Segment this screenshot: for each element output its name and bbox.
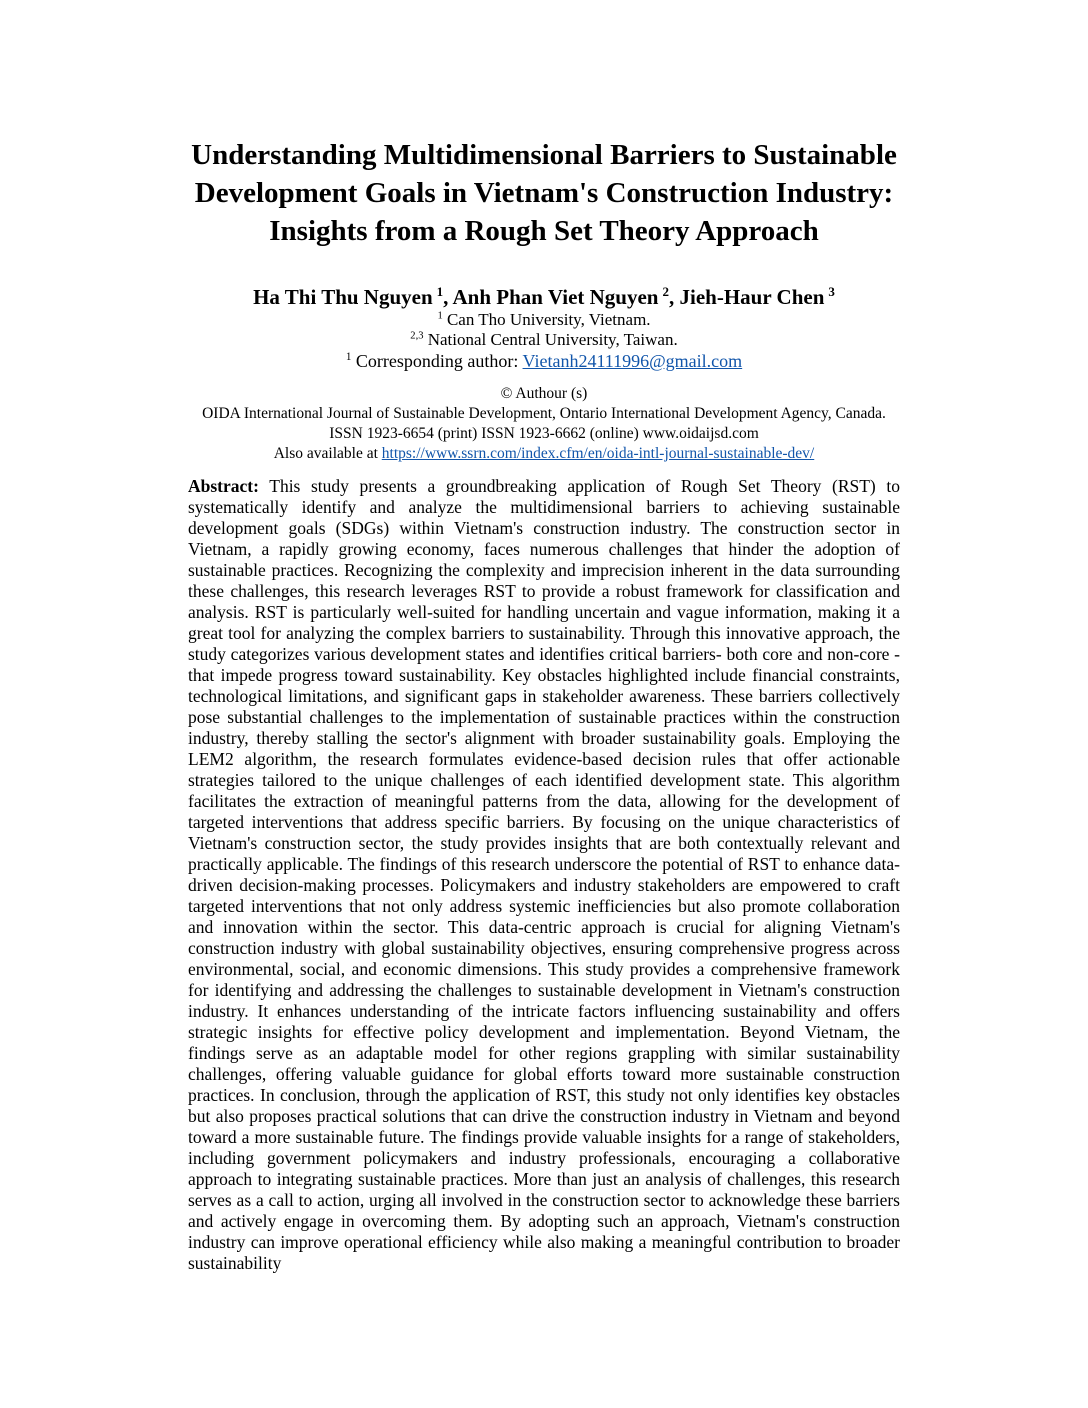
affiliation-1-sup: 1 xyxy=(437,310,443,322)
affiliations-block xyxy=(0,310,1088,372)
affiliation-1-text: Can Tho University, Vietnam. xyxy=(442,310,651,329)
title-line-1: Understanding Multidimensional Barriers to Sustainable xyxy=(191,139,897,171)
corresponding-sup: 1 xyxy=(345,351,352,363)
title-line-3: Insights from a Rough Set Theory Approach xyxy=(269,215,819,247)
author-name-2 xyxy=(453,285,680,309)
author-separator-2: , xyxy=(669,285,680,309)
availability-prefix: Also available at xyxy=(273,445,382,462)
corresponding-email-link[interactable]: Vietanh24111996@gmail.com xyxy=(522,351,743,371)
availability-line xyxy=(0,444,1088,464)
affiliation-2-sup: 2,3 xyxy=(410,330,424,342)
abstract-paragraph xyxy=(188,476,900,1274)
affiliation-line-2 xyxy=(0,330,1088,350)
author-name-3 xyxy=(680,285,835,309)
author-separator-1: , xyxy=(443,285,453,309)
paper-title xyxy=(0,0,1088,250)
copyright-line: © Authour (s) xyxy=(500,385,588,402)
affiliation-2-text: National Central University, Taiwan. xyxy=(423,330,678,349)
author-3-affiliation-sup: 3 xyxy=(828,284,835,299)
abstract-text: This study presents a groundbreaking application of Rough Set Theory (RST) to systematically identify and analyze the multidimensional barriers to achieving sustainable development goals (SDGs) within Vietnam's construction industry. The construction sector in Vietnam, a rapidly growing economy, faces numerous challenges that hinder the adoption of sustainable practices. Recognizing the complexity and imprecision inherent in the data surrounding these challenges, this research leverages RST to provide a robust framework for classification and analysis. RST is particularly well-suited for handling uncertain and vague information, making it a great tool for analyzing the complex barriers to sustainability. Through this innovative approach, the study categorizes various development states and identifies critical barriers- both core and non-core - that impede progress toward sustainability. Key obstacles highlighted include financial constraints, technological limitations, and significant gaps in stakeholder awareness. These barriers collectively pose substantial challenges to the implementation of sustainable practices within the construction industry, thereby stalling the sector's alignment with broader sustainability goals. Employing the LEM2 algorithm, the research formulates evidence-based decision rules that offer actionable strategies tailored to the unique challenges of each identified development state. This algorithm facilitates the extraction of meaningful patterns from the data, allowing for the development of targeted interventions that address specific barriers. By focusing on the unique characteristics of Vietnam's construction sector, the study provides insights that are both contextually relevant and practically applicable. The findings of this research underscore the potential of RST to enhance data-driven decision-making processes. Policymakers and industry stakeholders are empowered to craft targeted interventions that not only address systemic inefficiencies but also promote collaboration and innovation within the sector. This data-centric approach is crucial for aligning Vietnam's construction industry with global sustainability objectives, ensuring comprehensive progress across environmental, social, and economic dimensions. This study provides a comprehensive framework for identifying and addressing the challenges to sustainable development in Vietnam's construction industry. It enhances understanding of the intricate factors influencing sustainability and offers strategic insights for effective policy development and implementation. Beyond Vietnam, the findings serve as an adaptable model for other regions grappling with similar sustainability challenges, offering valuable guidance for global efforts toward more sustainable construction practices. In conclusion, through the application of RST, this study not only identifies key obstacles but also proposes practical solutions that can drive the construction industry in Vietnam and beyond toward a more sustainable future. The findings provide valuable insights for a range of stakeholders, including government policymakers and industry professionals, encouraging a collaborative approach to integrating sustainable practices. More than just an analysis of challenges, this research serves as a call to action, urging all involved in the construction sector to acknowledge these barriers and actively engage in overcoming them. By adopting such an approach, Vietnam's construction industry can improve operational efficiency while also making a meaningful contribution to broader sustainability xyxy=(188,476,900,1273)
journal-line: OIDA International Journal of Sustainable Development, Ontario International Development Agency, Canada. xyxy=(202,405,886,422)
issn-line: ISSN 1923-6654 (print) ISSN 1923-6662 (online) www.oidaijsd.com xyxy=(329,425,759,442)
corresponding-label: Corresponding author: xyxy=(351,351,523,371)
abstract-label: Abstract: xyxy=(188,476,259,496)
ssrn-link[interactable]: https://www.ssrn.com/index.cfm/en/oida-intl-journal-sustainable-dev/ xyxy=(381,445,815,462)
authors-line xyxy=(0,284,1088,310)
affiliation-line-1 xyxy=(0,310,1088,330)
author-name-2-text: Anh Phan Viet Nguyen xyxy=(452,285,659,309)
author-1-affiliation-sup: 1 xyxy=(436,284,444,299)
author-name-1-text: Ha Thi Thu Nguyen xyxy=(253,285,433,309)
author-name-1 xyxy=(253,285,452,309)
corresponding-author-line xyxy=(0,350,1088,372)
author-name-3-text: Jieh-Haur Chen xyxy=(679,285,825,309)
author-2-affiliation-sup: 2 xyxy=(662,284,669,299)
title-line-2: Development Goals in Vietnam's Construction Industry: xyxy=(194,177,894,209)
publisher-block xyxy=(0,384,1088,464)
